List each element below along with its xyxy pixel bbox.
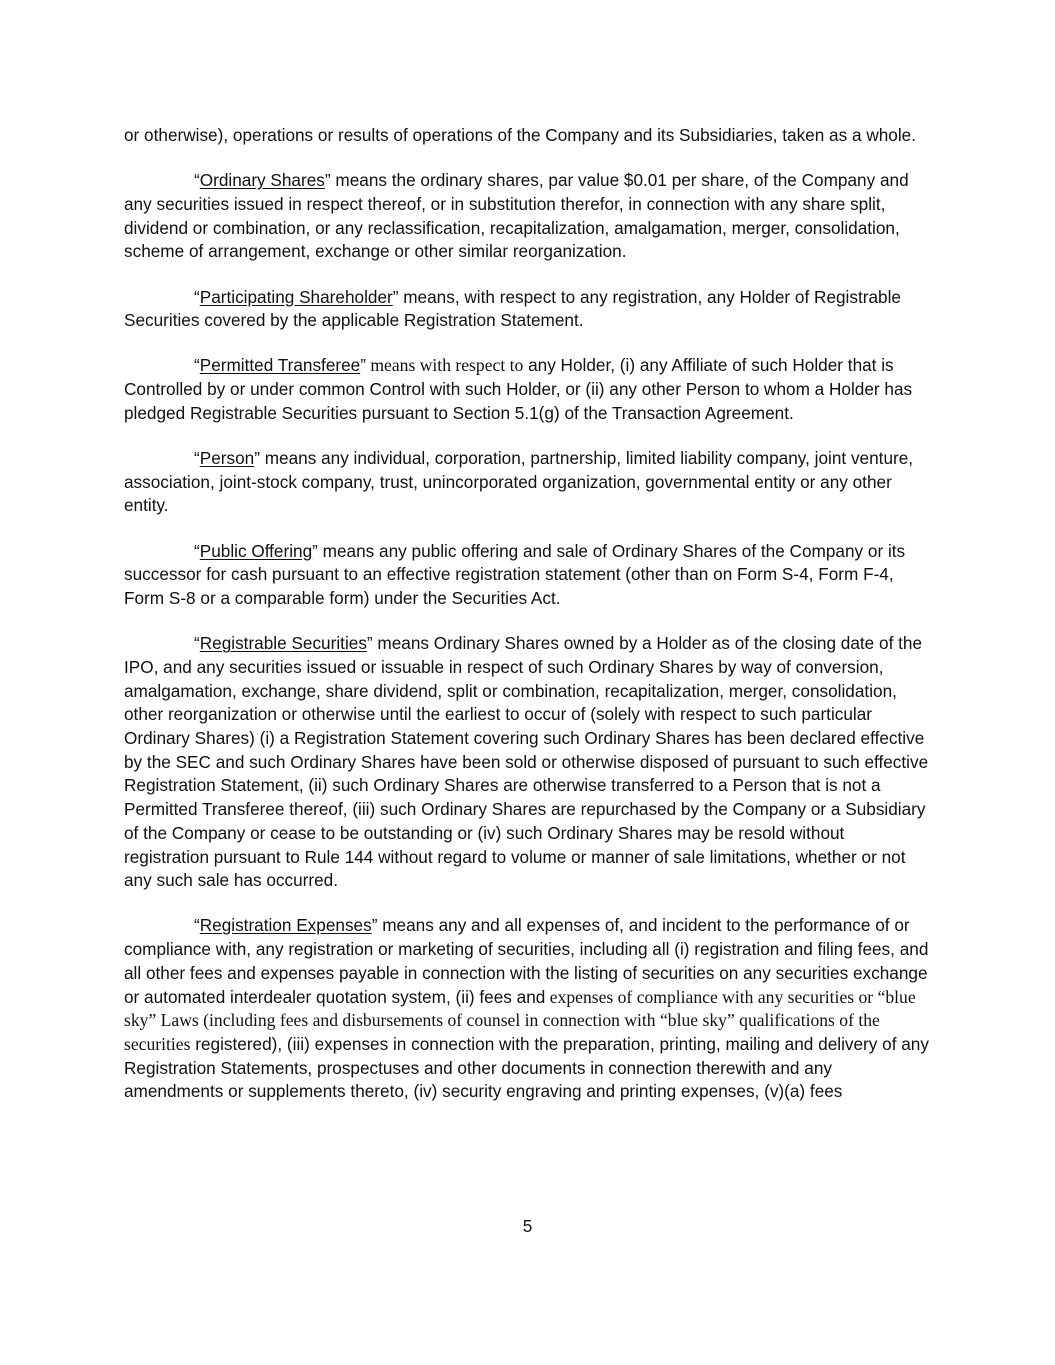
definition-registrable-securities [124,632,932,893]
definition-text: means, with respect to any registration, any Holder of Registrable Securities covered by the applicable Registration Statement. [124,286,901,331]
definition-text: means Ordinary Shares owned by a Holder as of the closing date of the IPO, and any securities issued or issuable in respect of such Ordinary Shares by way of conversion, amalgamation, exchange, share dividend, split or combination, recapitalization, merger, consolidation, other reorganization or otherwise until the earliest to occur of (solely with respect to such particular Ordinary Shares) (i) a Registration Statement covering such Ordinary Shares has been declared effective by the SEC and such Ordinary Shares have been sold or otherwise disposed of pursuant to such effective Registration Statement, (ii) such Ordinary Shares are otherwise transferred to a Person that is not a Permitted Transferee thereof, (iii) such Ordinary Shares are repurchased by the Company or a Subsidiary of the Company or cease to be outstanding or (iv) such Ordinary Shares may be resold without registration pursuant to Rule 144 without regard to volume or manner of sale limitations, whether or not any such sale has occurred. [124,633,929,891]
definition-text: means any individual, corporation, partnership, limited liability company, joint venture, association, joint-stock company, trust, unincorporated organization, governmental entity or any other entity. [124,448,914,516]
definition-participating-shareholder [124,286,932,333]
definition-public-offering [124,540,932,611]
definition-text-serif: means with respect to [365,355,524,376]
open-quote: “ [194,448,200,469]
definition-person [124,447,932,518]
open-quote: “ [194,540,200,561]
definition-permitted-transferee [124,354,932,425]
definition-text: means the ordinary shares, par value $0.01 per share, of the Company and any securities issued in respect thereof, or in substitution therefor, in connection with any share split, dividend or combination, or any reclassification, recapitalization, amalgamation, merger, consolidation, scheme of arrangement, exchange or other similar reorganization. [124,170,909,262]
intro-paragraph: or otherwise), operations or results of operations of the Company and its Subsidiaries, taken as a whole. [124,125,917,145]
definition-registration-expenses [124,914,932,1104]
definition-text: means any public offering and sale of Ordinary Shares of the Company or its successor for cash pursuant to an effective registration statement (other than on Form S-4, Form F-4, Form S-8 or a comparable form) under the Securities Act. [124,540,906,609]
open-quote: “ [194,633,200,654]
definition-text: means any and all expenses of, and incident to the performance of or compliance with, any registration or marketing of securities, including all (i) registration and filing fees, and all other fees and expenses payable in connection with the listing of securities on any securities exchange or automated interdealer quotation system, (ii) fees and [124,915,929,1007]
open-quote: “ [194,286,200,307]
close-quote: ” [324,170,331,191]
defined-term: Permitted Transferee [199,355,361,376]
document-body [124,124,932,1126]
open-quote: “ [194,915,200,936]
close-quote: ” [366,633,373,654]
close-quote: ” [312,540,318,561]
definition-text: any Holder, (i) any Affiliate of such Holder that is Controlled by or under common Control with such Holder, or (ii) any other Person to whom a Holder has pledged Registrable Securities pursuant to Section 5.1(g) of the Transaction Agreement. [124,355,913,423]
close-quote: ” [254,448,260,469]
close-quote: ” [371,915,378,936]
defined-term: Participating Shareholder [199,286,393,307]
defined-term: Person [199,448,255,469]
defined-term: Ordinary Shares [199,170,325,191]
open-quote: “ [194,170,200,191]
defined-term: Registrable Securities [199,633,367,654]
definition-text-tail: registered), (iii) expenses in connection with the preparation, printing, mailing and delivery of any Registration Statements, prospectuses and other documents in connection therewith and any amendments or supplements thereto, (iv) security engraving and printing expenses, (v)(a) fees [124,1034,929,1102]
open-quote: “ [194,355,200,376]
close-quote: ” [360,355,366,376]
defined-term: Public Offering [199,540,313,561]
close-quote: ” [392,286,399,307]
definition-ordinary-shares [124,169,932,264]
defined-term: Registration Expenses [199,915,372,936]
page-number: 5 [522,1216,533,1236]
definition-text-serif: expenses of compliance with any securities or “blue sky” Laws (including fees and disbursements of counsel in connection with “blue sky” qualifications of the securities [124,986,916,1054]
